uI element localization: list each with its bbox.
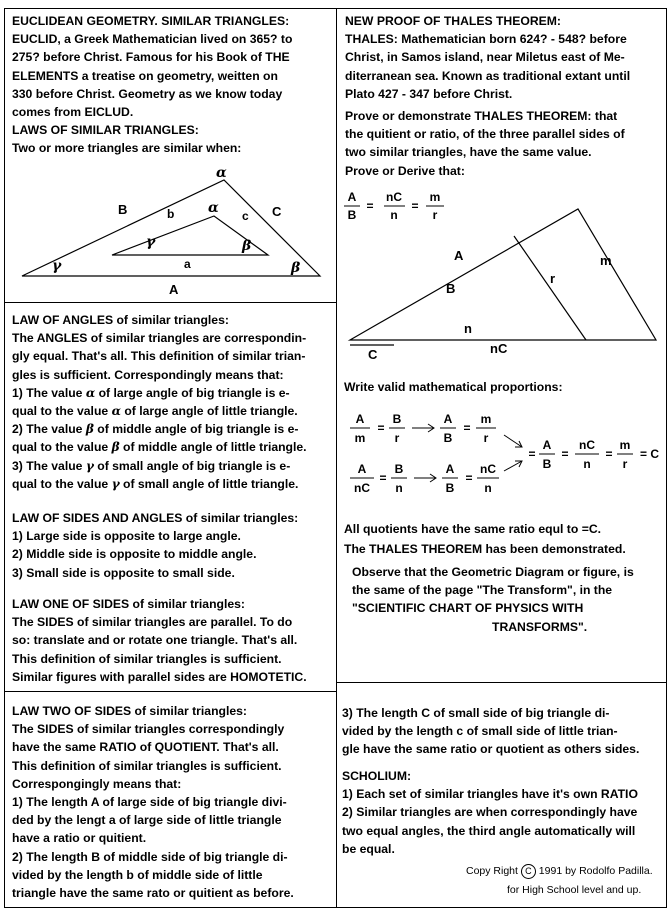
law-two-line: Correspongingly means that: [12, 776, 182, 791]
frac-den: B [542, 457, 552, 471]
label-big-B: B [118, 202, 128, 217]
frac-den: r [483, 431, 489, 445]
frac-num: A [443, 412, 453, 426]
frac-num: B [394, 462, 404, 476]
frac-den: B [445, 481, 455, 495]
thales-line: diterranean sea. Known as traditional extant until [345, 68, 631, 83]
intro-line: comes from EICLUD. [12, 105, 134, 120]
scholium-heading: SCHOLIUM: [342, 769, 412, 783]
law-one-heading: LAW ONE OF SIDES of similar triangles: [12, 597, 245, 611]
law-two-line: The SIDES of similar triangles correspondingly [12, 722, 285, 737]
equals-sign: = [465, 471, 473, 485]
frac-den: n [583, 457, 591, 471]
law-angles-item-2b: qual to the value β of middle angle of little triangle. [12, 440, 307, 455]
law-two-line: have the same RATIO of QUOTIENT. That's all. [12, 740, 279, 755]
intro-heading: EUCLIDEAN GEOMETRY. SIMILAR TRIANGLES: [12, 14, 290, 28]
law-angles-item-1a: 1) The value α of large angle of big triangle is e- [12, 385, 290, 400]
conclusion-line: All quotients have the same ratio equl to =C. [344, 522, 602, 536]
law-one-line: The SIDES of similar triangles are parallel. To do [12, 615, 293, 630]
label-big-alpha: α [216, 165, 227, 181]
label-big-C: C [272, 204, 282, 219]
frac-num: A [445, 462, 455, 476]
prove-line: Prove or demonstrate THALES THEOREM: that [345, 109, 618, 124]
law-angles-item-1b: qual to the value α of large angle of little triangle. [12, 404, 298, 419]
copyright-line-2: for High School level and up. [507, 884, 642, 896]
frac-num: A [357, 462, 367, 476]
copyright-line-1 [466, 864, 653, 879]
frac-num: m [429, 190, 441, 204]
law-one-line: so: translate and or rotate one triangle. That's all. [12, 633, 298, 648]
frac-den: r [432, 208, 438, 222]
intro-line: ELEMENTS a treatise on geometry, weitten on [12, 68, 278, 83]
intro-line: 275? before Christ. Famous for his Book of THE [12, 50, 290, 65]
law-two-line: This definition of similar triangles is sufficient. [12, 758, 282, 773]
frac-den: nC [354, 481, 370, 495]
law-sides-angles-line: 3) Small side is opposite to small side. [12, 565, 235, 580]
label-big-gamma: γ [52, 258, 62, 274]
law-angles-heading: LAW OF ANGLES of similar triangles: [12, 313, 229, 327]
law-two-line: 2) The length B of middle side of big triangle di- [12, 849, 288, 864]
observe-line: the same of the page "The Transform", in the [352, 583, 613, 598]
observe-line: TRANSFORMS". [492, 619, 588, 634]
frac-den: B [347, 208, 357, 222]
label-small-beta: β [242, 238, 252, 254]
law-of-sides-and-angles [12, 509, 298, 582]
label-small-b: b [167, 207, 175, 221]
label-big-beta: β [291, 260, 301, 276]
frac-den: n [484, 481, 492, 495]
left-divider-2 [4, 691, 336, 692]
result-tail: = C [640, 447, 660, 461]
frac-den: r [394, 431, 400, 445]
law-two-line: have a ratio or quitient. [12, 831, 147, 846]
law-sides-angles-line: 2) Middle side is opposite to middle angle. [12, 547, 257, 562]
observe-line: Observe that the Geometric Diagram or figure, is [352, 565, 634, 579]
thales-label-nC: nC [490, 341, 508, 356]
label-small-gamma: γ [146, 234, 156, 250]
prove-line: two similar triangles, have the same value. [345, 145, 592, 160]
law-angles-item-3b: qual to the value γ of small angle of little triangle. [12, 476, 299, 491]
law-one-of-sides [12, 595, 307, 686]
thales-label-r: r [550, 271, 556, 286]
frac-den: r [622, 457, 628, 471]
equals-sign: = [366, 199, 374, 213]
equals-sign: = [379, 471, 387, 485]
law-two-line: triangle have the same rato or quitient as before. [12, 886, 294, 901]
frac-num: B [392, 412, 402, 426]
thales-label-m: m [600, 253, 612, 268]
thales-block [345, 12, 630, 180]
write-valid-label: Write valid mathematical proportions: [344, 380, 563, 394]
item-3-line: vided by the length c of small side of little trian- [342, 724, 618, 739]
label-small-alpha: α [208, 200, 219, 216]
thales-heading: NEW PROOF OF THALES THEOREM: [345, 14, 561, 28]
law-one-line: This definition of similar triangles is sufficient. [12, 651, 282, 666]
scholium-line: 2) Similar triangles are when correspondingly have [342, 805, 638, 820]
conclusion-block [344, 519, 626, 559]
intro-line: 330 before Christ. Geometry as we know today [12, 86, 283, 101]
similar-triangles-diagram [14, 160, 332, 300]
law-two-line: 1) The length A of large side of big triangle divi- [12, 795, 287, 810]
law-angles-item-3a: 3) The value γ of small angle of big triangle is e- [12, 458, 291, 473]
law-sides-angles-line: 1) Large side is opposite to large angle. [12, 529, 241, 544]
intro-line: EUCLID, a Greek Mathematician lived on 365? to [12, 32, 293, 47]
thales-diagram [340, 205, 667, 365]
frac-num: m [480, 412, 492, 426]
big-triangle [22, 180, 320, 276]
proportions-diagram [342, 405, 667, 505]
frac-den: B [443, 431, 453, 445]
copyright-pre: Copy Right [466, 865, 518, 877]
observe-line: "SCIENTIFIC CHART OF PHYSICS WITH [352, 601, 584, 616]
law-two-line: ded by the lengt a of large side of little triangle [12, 813, 282, 828]
frac-num: nC [386, 190, 402, 204]
equals-sign: = [377, 421, 385, 435]
scholium-line: 1) Each set of similar triangles have it's own RATIO [342, 787, 638, 802]
frac-den: n [390, 208, 398, 222]
thales-parallel-line [514, 236, 586, 340]
conclusion-line: The THALES THEOREM has been demonstrated. [344, 542, 626, 556]
frac-num: A [542, 438, 552, 452]
law-angles-line: gles is sufficient. Correspondingly means that: [12, 367, 284, 382]
law-angles-line: gly equal. That's all. This definition of similar trian- [12, 349, 306, 364]
thales-label-C: C [368, 347, 378, 362]
frac-den: m [354, 431, 366, 445]
frac-num: nC [579, 438, 595, 452]
intro-block [12, 12, 292, 158]
scholium-line: two equal angles, the third angle automatically will [342, 823, 636, 838]
equals-sign: = [528, 447, 536, 461]
observe-block [352, 563, 634, 636]
thales-big-triangle [347, 208, 656, 340]
equals-sign: = [411, 199, 419, 213]
label-big-A: A [169, 282, 179, 297]
thales-label-B: B [446, 281, 456, 296]
column-divider [336, 8, 337, 908]
laws-heading: LAWS OF SIMILAR TRIANGLES: [12, 123, 199, 138]
frac-den: n [395, 481, 403, 495]
law-two-line: vided by the length b of middle side of little [12, 867, 263, 882]
thales-label-n: n [464, 321, 472, 336]
prove-line: the quitient or ratio, of the three parallel sides of [345, 127, 625, 142]
left-divider-1 [4, 302, 336, 303]
thales-line: Christ, in Samos island, near Miletus east of Me- [345, 50, 625, 65]
copyright-post: 1991 by Rodolfo Padilla. [538, 865, 653, 877]
item-3-block [342, 704, 639, 759]
thales-line: Plato 427 - 347 before Christ. [345, 86, 513, 101]
equals-sign: = [561, 447, 569, 461]
item-3-line: gle have the same ratio or quotient as others sides. [342, 742, 640, 757]
frac-num: A [347, 190, 357, 204]
right-divider-1 [336, 682, 667, 683]
law-of-angles [12, 311, 307, 493]
thales-label-A: A [454, 248, 464, 263]
equals-sign: = [463, 421, 471, 435]
law-angles-line: The ANGLES of similar triangles are correspondin- [12, 331, 307, 346]
label-small-a: a [184, 257, 191, 271]
law-one-line: Similar figures with parallel sides are HOMOTETIC. [12, 669, 307, 684]
law-angles-item-2a: 2) The value β of middle angle of big triangle is e- [12, 422, 299, 437]
law-two-heading: LAW TWO OF SIDES of similar triangles: [12, 704, 247, 718]
scholium-block [342, 767, 638, 858]
frac-num: m [619, 438, 631, 452]
scholium-line: be equal. [342, 841, 395, 856]
prove-line: Prove or Derive that: [345, 163, 465, 178]
copyright-icon: C [521, 864, 536, 879]
laws-subheading: Two or more triangles are similar when: [12, 141, 242, 156]
frac-num: A [355, 412, 365, 426]
law-two-of-sides [12, 702, 294, 902]
item-3-line: 3) The length C of small side of big triangle di- [342, 706, 610, 720]
thales-line: THALES: Mathematician born 624? - 548? before [345, 32, 627, 47]
law-sides-angles-heading: LAW OF SIDES AND ANGLES of similar triangles: [12, 511, 299, 525]
equals-sign: = [605, 447, 613, 461]
frac-num: nC [480, 462, 496, 476]
label-small-c: c [242, 209, 249, 223]
